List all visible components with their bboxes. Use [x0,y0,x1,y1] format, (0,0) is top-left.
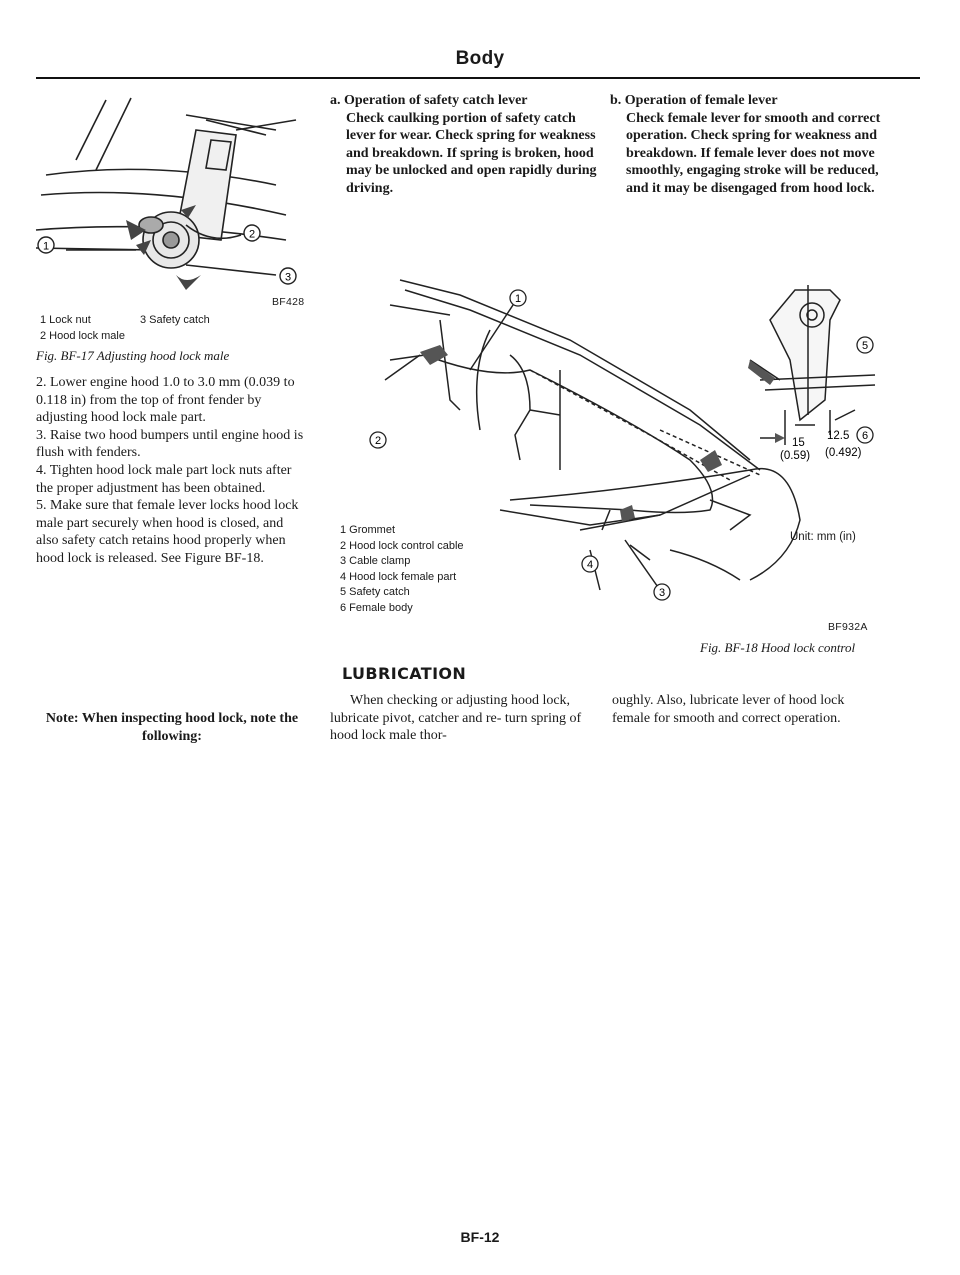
item-b-title: b. Operation of female lever [610,93,778,108]
legend-item: 5 Safety catch [340,586,410,598]
step-3: 3. Raise two hood bumpers until engine hood is flush with fenders. [36,427,304,461]
page-number: BF-12 [460,1229,500,1245]
item-a-body: Check caulking portion of safety catch lever for wear. Check spring for weakness and breakdown. If spring is broken, hood may be unlocked and open rapidly during driving. [346,110,597,196]
unit-label: Unit: mm (in) [790,531,856,543]
fig17-callout-2: 2 [248,228,256,241]
fig18-callout-3: 3 [658,587,666,599]
item-a [330,92,598,197]
fig18-legend [340,523,464,616]
item-b-body: Check female lever for smooth and correct operation. Check spring for weakness and breakdown. If female lever does not move smoothly, engaging stroke will be reduced, and it may be disengaged from hood lock. [626,110,881,196]
figure-bf17-illustration [36,90,308,300]
dim-12-5: 12.5 [827,430,850,442]
legend-item: 4 Hood lock female part [340,570,457,583]
step-4: 4. Tighten hood lock male part lock nuts after the proper adjustment has been obtained. [36,462,292,496]
dim-12-5-inch: (0.492) [825,447,862,459]
legend-item: 2 Hood lock male [40,329,125,342]
left-steps [36,374,308,568]
step-5: 5. Make sure that female lever locks hood lock male part securely when hood is closed, and also safety catch retains hood properly when hood lock is released. See Figure BF-18. [36,498,299,566]
dim-15: 15 [792,437,805,449]
lubrication-text-right: oughly. Also, lubricate lever of hood lock female for smooth and correct operation. [612,693,845,726]
fig17-callout-1: 1 [42,240,50,253]
fig17-callout-3: 3 [284,271,292,284]
fig18-caption: Fig. BF-18 Hood lock control [700,640,856,655]
fig18-callout-2: 2 [374,435,382,447]
fig18-callout-5: 5 [861,340,869,352]
lubrication-heading: LUBRICATION [342,664,467,683]
fig17-code: BF428 [272,296,305,308]
legend-item: 6 Female body [340,601,413,614]
fig17-legend-2 [140,313,210,329]
fig18-callout-6: 6 [861,430,869,442]
note-text: Note: When inspecting hood lock, note the following: [45,711,299,744]
legend-item: 2 Hood lock control cable [340,539,464,552]
fig17-caption: Fig. BF-17 Adjusting hood lock male [36,348,230,363]
legend-item: 3 Cable clamp [340,555,411,567]
legend-item: 3 Safety catch [140,314,210,326]
fig18-callout-1: 1 [514,293,522,305]
dim-15-inch: (0.59) [780,450,811,462]
item-a-title: a. Operation of safety catch lever [330,93,528,108]
fig18-callout-4: 4 [586,559,594,571]
fig18-code: BF932A [828,621,868,633]
legend-item: 1 Grommet [340,524,396,536]
fig17-legend [40,313,125,344]
page-title: Body [455,48,505,69]
lubrication-text-left: When checking or adjusting hood lock, lubricate pivot, catcher and re- turn spring of hood lock male thor- [330,693,582,744]
header-divider [36,77,920,79]
item-b [610,92,882,197]
step-2: 2. Lower engine hood 1.0 to 3.0 mm (0.039 to 0.118 in) from the top of front fender by adjusting hood lock male part. [36,375,295,426]
legend-item: 1 Lock nut [40,314,91,326]
